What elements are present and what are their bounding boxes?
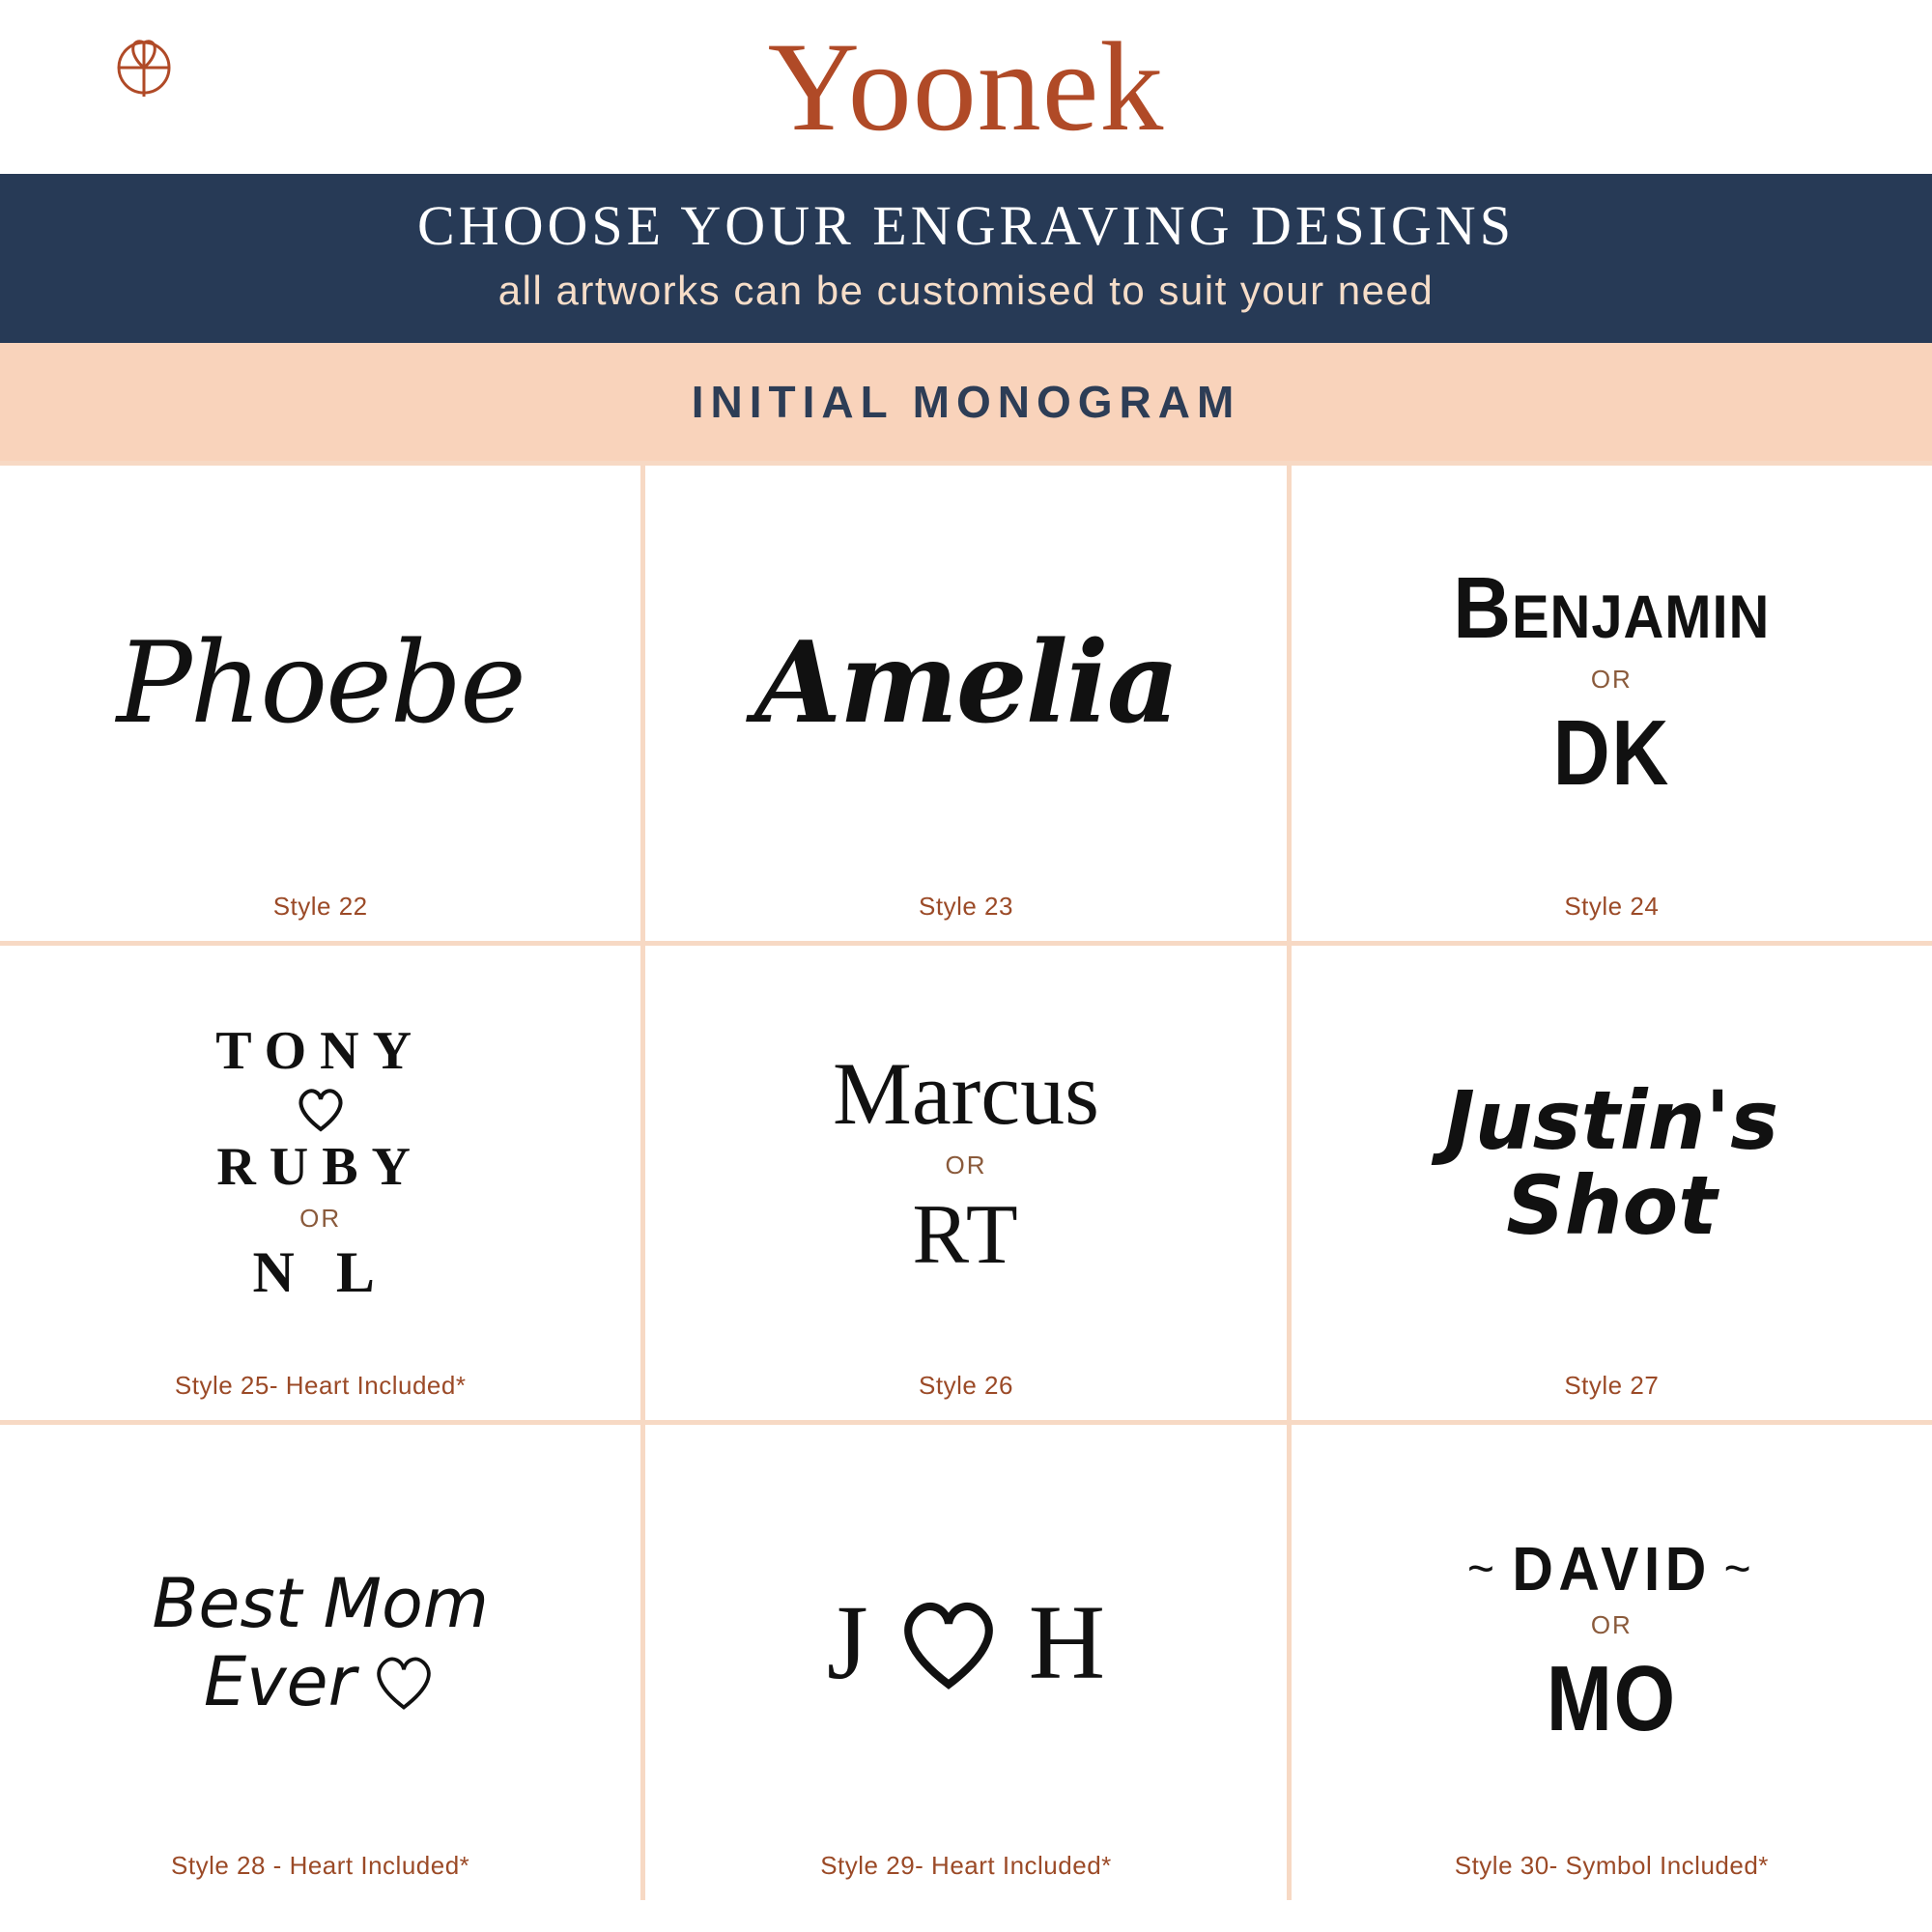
style-sample-text: Phoebe [116, 617, 525, 749]
style-alt-sample-text: DK [1552, 701, 1670, 806]
style-preview [661, 963, 1270, 1364]
style-caption: Style 30- Symbol Included* [1454, 1850, 1769, 1880]
style-card-26[interactable] [645, 946, 1286, 1421]
style-caption: Style 26 [919, 1371, 1013, 1401]
style-caption: Style 27 [1564, 1371, 1660, 1401]
brand-name: Yoonek [767, 15, 1165, 157]
style-sample-text: Amelia [754, 617, 1178, 750]
floral-monogram-icon [114, 25, 174, 100]
style-sample-line2: Shot [1506, 1157, 1718, 1253]
style-preview [661, 1442, 1270, 1843]
style-card-25[interactable] [0, 946, 640, 1421]
style-sample-line1: TONY [215, 1020, 426, 1081]
style-card-22[interactable] [0, 466, 640, 941]
style-alt-sample-text: MO [1546, 1647, 1677, 1751]
or-label: OR [299, 1203, 342, 1233]
style-preview [1307, 483, 1917, 884]
section-header [0, 343, 1932, 461]
style-preview [15, 963, 625, 1364]
style-alt-sample-text: N L [252, 1239, 388, 1304]
heart-outline-icon [295, 1086, 347, 1132]
style-sample-line1: Justin's [1444, 1072, 1779, 1168]
style-sample-text: Benjamin [1453, 560, 1771, 658]
swash-row [1467, 1533, 1756, 1605]
style-sample-text: Marcus [833, 1043, 1099, 1143]
style-sample-text: DAVID [1512, 1534, 1712, 1605]
monogram-row [827, 1581, 1105, 1704]
style-caption: Style 23 [919, 891, 1013, 921]
style-caption: Style 24 [1564, 891, 1660, 921]
style-alt-sample-text: RT [912, 1187, 1020, 1282]
heart-outline-icon [895, 1595, 1002, 1691]
swash-left-icon: ~ [1466, 1541, 1500, 1598]
or-label: OR [945, 1150, 987, 1179]
or-label: OR [1590, 665, 1633, 695]
brand-header [0, 0, 1932, 174]
section-title: INITIAL MONOGRAM [691, 376, 1241, 427]
style-card-29[interactable] [645, 1425, 1286, 1900]
style-card-23[interactable] [645, 466, 1286, 941]
style-preview [15, 483, 625, 884]
style-card-27[interactable] [1292, 946, 1932, 1421]
style-caption: Style 25- Heart Included* [174, 1371, 467, 1401]
style-initial-right: H [1028, 1583, 1106, 1702]
style-preview [15, 1442, 625, 1843]
style-preview [1307, 963, 1917, 1364]
style-sample-line2: RUBY [216, 1136, 424, 1197]
banner [0, 174, 1932, 343]
swash-right-icon: ~ [1723, 1541, 1756, 1598]
style-preview [661, 483, 1270, 884]
banner-subtitle: all artworks can be customised to suit your need [497, 267, 1435, 313]
style-card-30[interactable] [1292, 1425, 1932, 1900]
or-label: OR [1590, 1610, 1633, 1640]
style-grid [0, 461, 1932, 1900]
style-card-28[interactable] [0, 1425, 640, 1900]
style-card-24[interactable] [1292, 466, 1932, 941]
style-sample-line1: Best Mom [152, 1564, 489, 1644]
style-caption: Style 29- Heart Included* [820, 1850, 1112, 1880]
banner-title: CHOOSE YOUR ENGRAVING DESIGNS [417, 194, 1515, 257]
style-caption: Style 22 [272, 891, 368, 921]
style-initial-left: J [826, 1583, 868, 1702]
style-preview [1307, 1442, 1917, 1843]
style-sample-line2: Ever [203, 1641, 356, 1721]
heart-outline-icon [371, 1652, 437, 1712]
style-caption: Style 28 - Heart Included* [171, 1850, 470, 1880]
